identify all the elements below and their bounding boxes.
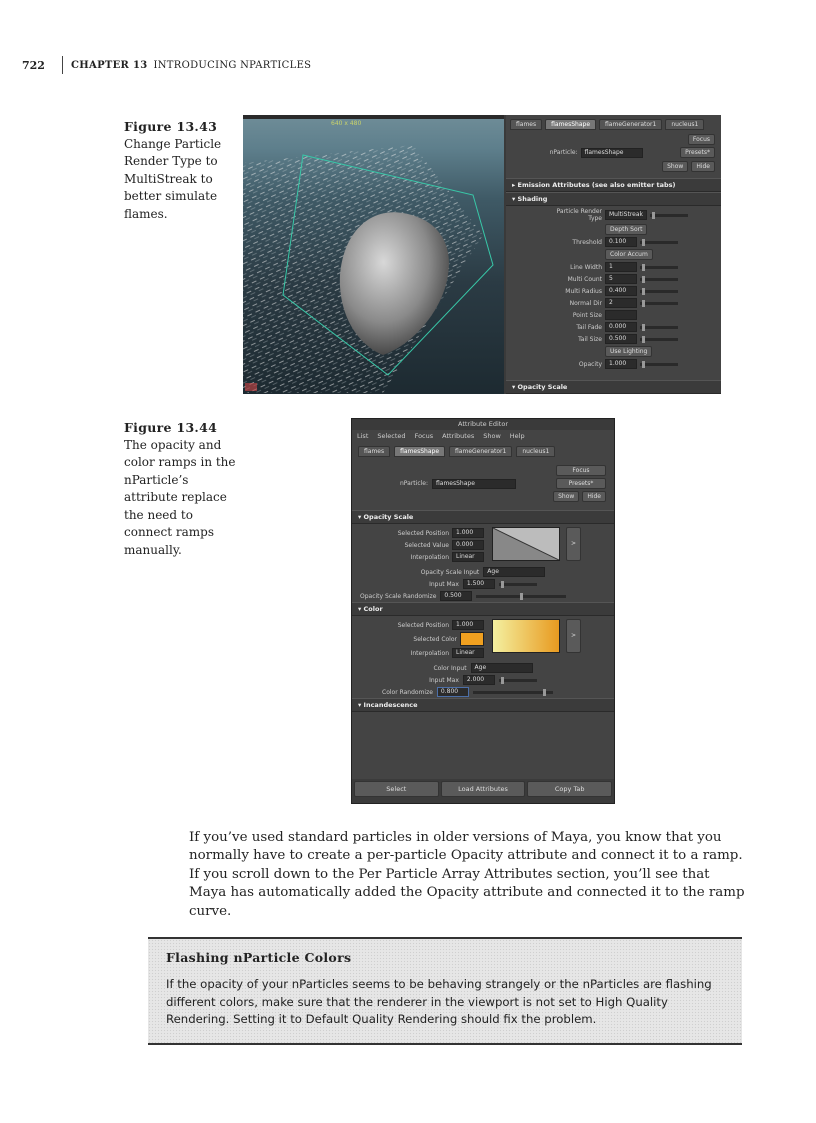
color-input-label: Color Input: [433, 664, 467, 672]
shading-row: [506, 321, 721, 333]
opacity-section-label: Opacity Scale: [363, 513, 414, 521]
nparticle-label: nParticle:: [400, 480, 428, 487]
hide-button[interactable]: Hide: [582, 491, 606, 502]
shading-row-field[interactable]: 1: [605, 262, 637, 272]
shading-row-field[interactable]: MultiStreak: [605, 210, 647, 220]
shading-row-slider[interactable]: [640, 302, 678, 305]
opacity-randomize-slider[interactable]: [476, 595, 566, 598]
hide-button[interactable]: Hide: [691, 161, 715, 172]
color-input-max-slider[interactable]: [499, 679, 537, 682]
shading-row-field[interactable]: 5: [605, 274, 637, 284]
selected-color-swatch[interactable]: [460, 632, 484, 646]
chapter-title: INTRODUCING NPARTICLES: [153, 59, 312, 71]
color-section-label: Color: [363, 605, 383, 613]
shading-row-checkbox[interactable]: Use Lighting: [605, 346, 652, 357]
interpolation-dropdown[interactable]: Linear: [452, 552, 484, 562]
interpolation-label: Interpolation: [410, 553, 449, 561]
tab-flameGenerator1[interactable]: flameGenerator1: [449, 446, 512, 457]
color-input-max-label: Input Max: [429, 676, 459, 684]
shading-row: [506, 273, 721, 285]
presets-button[interactable]: Presets*: [680, 147, 715, 158]
section-incandescence[interactable]: ▾ Incandescence: [352, 698, 614, 712]
color-ramp[interactable]: [492, 619, 560, 653]
shading-row-field[interactable]: [605, 310, 637, 320]
select-button[interactable]: Select: [354, 781, 439, 797]
shading-row: [506, 333, 721, 345]
figure-43-label: Figure 13.43: [124, 119, 218, 134]
opacity-ramp[interactable]: [492, 527, 560, 561]
load-attributes-button[interactable]: Load Attributes: [441, 781, 526, 797]
body-paragraph: If you’ve used standard particles in older versions of Maya, you know that you normally have to create a per-particle Opacity attribute and connect it to a ramp. If you scroll down to the Per Particle Array Attributes section, you’ll see that Maya has automatically added the Opacity attribute and connected it to the ramp curve.: [189, 830, 745, 919]
selected-position-field[interactable]: 1.000: [452, 528, 484, 538]
figure-44-screenshot: [351, 418, 615, 804]
note-body: If the opacity of your nParticles seems to be behaving strangely or the nParticles are flashing different colors, make sure that the renderer in the viewport is not set to High Quality Rendering. Setting it to Default Quality Rendering should fix the problem.: [166, 977, 712, 1027]
tab-nucleus1[interactable]: nucleus1: [665, 119, 704, 130]
note-title: Flashing nParticle Colors: [166, 950, 352, 965]
tab-flames[interactable]: flames: [358, 446, 390, 457]
ae-window-title: Attribute Editor: [352, 419, 614, 430]
color-selected-position-label: Selected Position: [397, 621, 449, 629]
show-button[interactable]: Show: [662, 161, 688, 172]
shading-row: [506, 345, 721, 358]
shading-row-slider[interactable]: [640, 241, 678, 244]
axis-indicator: [245, 383, 257, 391]
figure-43-caption-text: Change Particle Render Type to MultiStreak to better simulate flames.: [124, 136, 222, 221]
opacity-input-dropdown[interactable]: Age: [483, 567, 545, 577]
shading-row: [506, 236, 721, 248]
note-box: [148, 937, 742, 1045]
page-number: 722: [22, 58, 45, 72]
shading-row-checkbox[interactable]: Color Accum: [605, 249, 653, 260]
shading-attribute-rows: [506, 206, 721, 371]
opacity-section-label: Opacity Scale: [517, 383, 568, 391]
copy-tab-button[interactable]: Copy Tab: [527, 781, 612, 797]
shading-row-label: Point Size: [572, 311, 602, 319]
ramp-expand-button[interactable]: >: [566, 527, 581, 561]
shading-row-slider[interactable]: [640, 278, 678, 281]
menu-selected[interactable]: Selected: [377, 432, 406, 440]
selected-value-label: Selected Value: [404, 541, 449, 549]
color-randomize-field[interactable]: 0.800: [437, 687, 469, 697]
nparticle-name-field[interactable]: flamesShape: [581, 148, 643, 158]
incandescence-section-label: Incandescence: [363, 701, 418, 709]
shading-row: [506, 223, 721, 236]
color-interpolation-label: Interpolation: [410, 649, 449, 657]
color-randomize-slider[interactable]: [473, 691, 553, 694]
chapter-label: CHAPTER 13: [71, 59, 148, 71]
focus-button[interactable]: Focus: [688, 134, 715, 145]
ae-menu-bar: [352, 430, 614, 442]
presets-button[interactable]: Presets*: [556, 478, 606, 489]
figure-44-caption: [124, 419, 236, 559]
shading-row-label: Tail Size: [578, 335, 602, 343]
shading-row-slider[interactable]: [640, 363, 678, 366]
input-max-label: Input Max: [429, 580, 459, 588]
color-randomize-label: Color Randomize: [382, 688, 433, 696]
color-input-dropdown[interactable]: Age: [471, 663, 533, 673]
shading-row-slider[interactable]: [640, 338, 678, 341]
selected-value-field[interactable]: 0.000: [452, 540, 484, 550]
focus-button[interactable]: Focus: [556, 465, 606, 476]
nparticle-name-field[interactable]: flamesShape: [432, 479, 516, 489]
shading-row-field[interactable]: 1.000: [605, 359, 637, 369]
running-header: [22, 56, 311, 74]
shading-row: [506, 261, 721, 273]
shading-section-label: Shading: [517, 195, 548, 203]
section-opacity-scale[interactable]: ▾ Opacity Scale: [352, 510, 614, 524]
selected-color-label: Selected Color: [413, 635, 457, 643]
shading-row: [506, 297, 721, 309]
ae-tab-row: [506, 115, 721, 130]
section-opacity-scale[interactable]: ▾ Opacity Scale: [506, 380, 721, 394]
input-max-slider[interactable]: [499, 583, 537, 586]
shading-row-slider[interactable]: [640, 326, 678, 329]
shading-row: [506, 358, 721, 370]
shading-row-label: Opacity: [578, 360, 602, 368]
selected-position-label: Selected Position: [397, 529, 449, 537]
shading-row-label: Particle Render Type: [556, 208, 602, 222]
shading-row-label: Line Width: [570, 263, 602, 271]
menu-focus[interactable]: Focus: [414, 432, 434, 440]
shading-row: [506, 285, 721, 297]
ae-tab-row: [352, 442, 614, 459]
emission-section-label: Emission Attributes (see also emitter tabs): [517, 181, 676, 189]
opacity-input-label: Opacity Scale Input: [420, 568, 480, 576]
shading-row-field[interactable]: 0.000: [605, 322, 637, 332]
shading-row-label: Threshold: [572, 238, 602, 246]
shading-row: [506, 309, 721, 321]
shading-row-label: Tail Fade: [576, 323, 602, 331]
section-color[interactable]: ▾ Color: [352, 602, 614, 616]
shading-row-field[interactable]: 0.400: [605, 286, 637, 296]
color-ramp-expand-button[interactable]: >: [566, 619, 581, 653]
menu-show[interactable]: Show: [483, 432, 501, 440]
section-emission-attributes[interactable]: ▸ Emission Attributes (see also emitter tabs): [506, 178, 721, 192]
opacity-randomize-field[interactable]: 0.500: [440, 591, 472, 601]
color-interpolation-dropdown[interactable]: Linear: [452, 648, 484, 658]
viewport-resolution: 640 x 480: [331, 120, 362, 127]
color-input-max-field[interactable]: 2.000: [463, 675, 495, 685]
menu-attributes[interactable]: Attributes: [442, 432, 475, 440]
shading-row: [506, 248, 721, 261]
figure-43-screenshot: [243, 115, 721, 394]
input-max-field[interactable]: 1.500: [463, 579, 495, 589]
shading-row-slider[interactable]: [640, 290, 678, 293]
shading-row-checkbox[interactable]: Depth Sort: [605, 224, 647, 235]
menu-help[interactable]: Help: [509, 432, 525, 440]
nozzle-mesh: [340, 212, 449, 355]
shading-row-slider[interactable]: [640, 266, 678, 269]
color-selected-position-field[interactable]: 1.000: [452, 620, 484, 630]
shading-row-field[interactable]: 0.100: [605, 237, 637, 247]
ae-bottom-bar: [352, 779, 614, 803]
shading-row: [506, 207, 721, 223]
show-button[interactable]: Show: [553, 491, 579, 502]
figure-44-label: Figure 13.44: [124, 420, 218, 435]
shading-row-field[interactable]: 2: [605, 298, 637, 308]
tab-nucleus1[interactable]: nucleus1: [516, 446, 555, 457]
tab-flames[interactable]: flames: [510, 119, 542, 130]
figure-43-caption: [124, 118, 236, 223]
header-divider: [62, 56, 63, 74]
tab-flamesShape[interactable]: flamesShape: [545, 119, 596, 130]
section-shading[interactable]: ▾ Shading: [506, 192, 721, 206]
shading-row-label: Multi Radius: [565, 287, 602, 295]
tab-flameGenerator1[interactable]: flameGenerator1: [599, 119, 662, 130]
attribute-editor-panel: [506, 115, 721, 394]
figure-44-caption-text: The opacity and color ramps in the nParticle’s attribute replace the need to connect ramps manually.: [124, 437, 236, 557]
shading-row-field[interactable]: 0.500: [605, 334, 637, 344]
shading-row-label: Normal Dir: [569, 299, 602, 307]
shading-row-label: Multi Count: [567, 275, 602, 283]
nparticle-label: nParticle:: [549, 149, 578, 156]
viewport-panel: [243, 115, 504, 394]
menu-list[interactable]: List: [357, 432, 369, 440]
particle-flame-render: [243, 115, 504, 394]
shading-row-slider[interactable]: [650, 214, 688, 217]
tab-flamesShape[interactable]: flamesShape: [394, 446, 445, 457]
opacity-randomize-label: Opacity Scale Randomize: [360, 592, 437, 600]
